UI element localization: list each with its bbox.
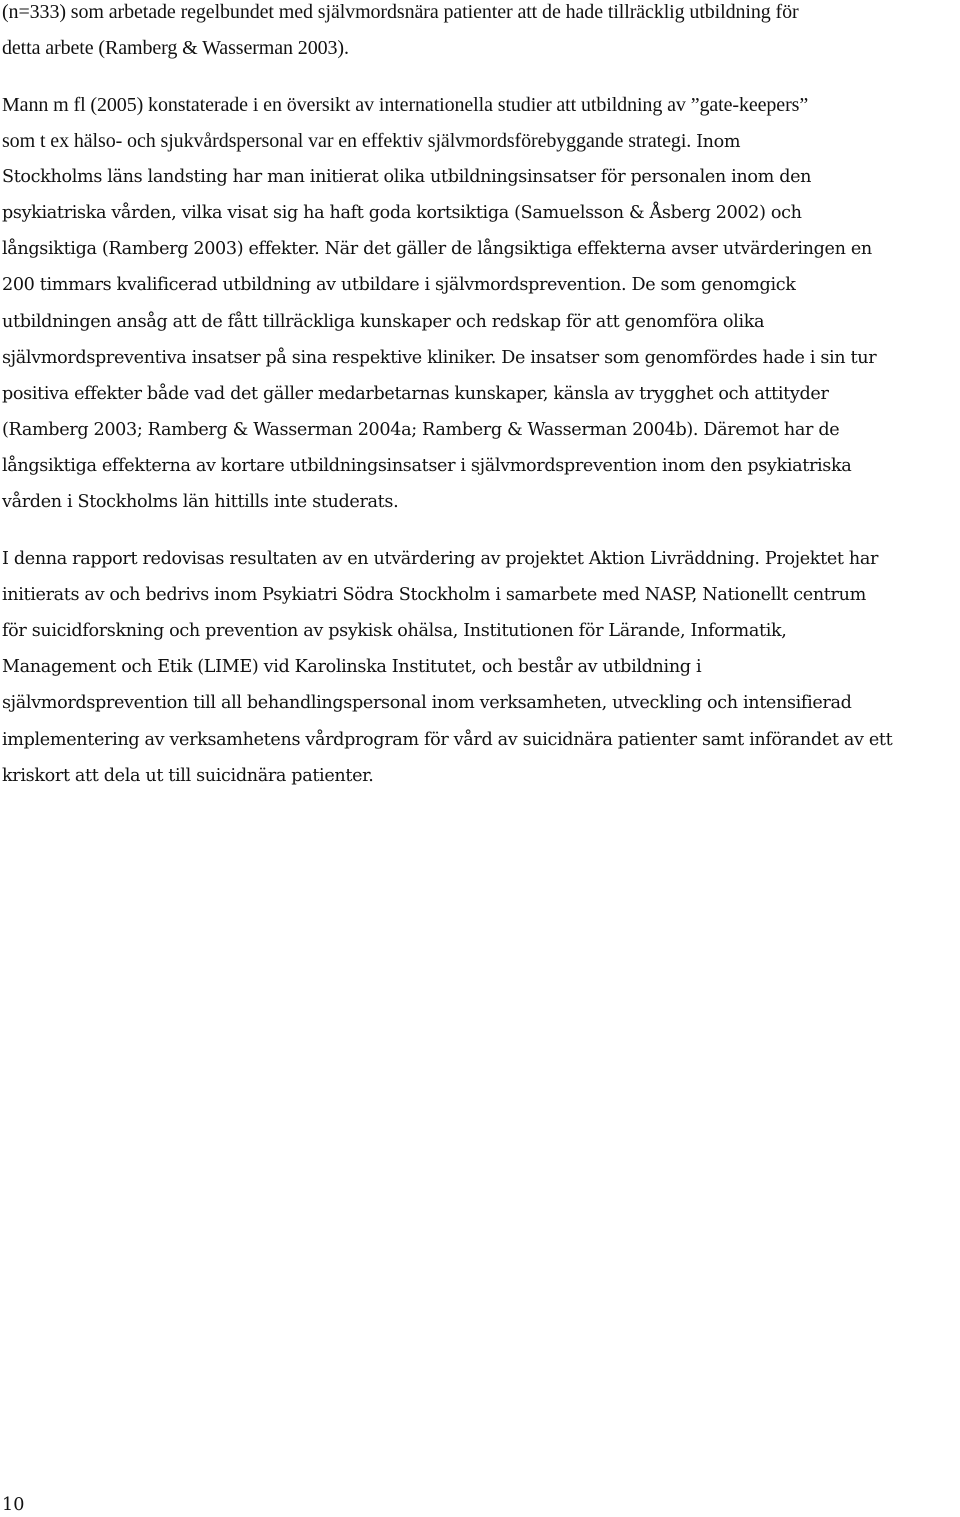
text-line: Stockholms läns landsting har man initierat olika utbildningsinsatser för personalen inom den: [2, 167, 812, 187]
text-line-part: Inom: [696, 132, 741, 152]
text-line: (Ramberg 2003; Ramberg & Wasserman 2004a; Ramberg & Wasserman 2004b). Däremot har de: [2, 420, 840, 440]
text-line: långsiktiga (Ramberg 2003) effekter. När det gäller de långsiktiga effekterna avser utvärderingen en: [2, 239, 872, 259]
text-line: I denna rapport redovisas resultaten av en utvärdering av projektet Aktion Livräddning. Projektet har: [2, 549, 879, 569]
page-number: 10: [2, 1495, 25, 1515]
text-line: utbildningen ansåg att de fått tillräckliga kunskaper och redskap för att genomföra olika: [2, 312, 765, 332]
text-line: långsiktiga effekterna av kortare utbildningsinsatser i självmordsprevention inom den psykiatriska: [2, 456, 852, 476]
text-line: självmordspreventiva insatser på sina respektive kliniker. De insatser som genomfördes hade i sin tur: [2, 348, 877, 368]
text-line: Mann m fl (2005) konstaterade i en översikt av internationella studier att utbildning av ”gate-keepers”: [2, 94, 809, 116]
text-line: (n=333) som arbetade regelbundet med självmordsnära patienter att de hade tillräcklig utbildning för: [2, 1, 799, 23]
text-line: [2, 129, 740, 154]
text-line: 200 timmars kvalificerad utbildning av utbildare i självmordsprevention. De som genomgick: [2, 275, 796, 295]
text-line: Management och Etik (LIME) vid Karolinska Institutet, och består av utbildning i: [2, 657, 702, 677]
text-line: detta arbete (Ramberg & Wasserman 2003).: [2, 37, 349, 59]
text-line: initierats av och bedrivs inom Psykiatri Södra Stockholm i samarbete med NASP, Nationellt centrum: [2, 585, 866, 605]
text-line-part: som t ex hälso- och sjukvårdspersonal var en effektiv självmordsförebyggande strategi.: [2, 130, 697, 152]
text-line: självmordsprevention till all behandlingspersonal inom verksamheten, utveckling och intensifierad: [2, 693, 852, 713]
text-line: implementering av verksamhetens vårdprogram för vård av suicidnära patienter samt införandet av ett: [2, 730, 893, 750]
text-line: vården i Stockholms län hittills inte studerats.: [2, 492, 399, 512]
text-line: positiva effekter både vad det gäller medarbetarnas kunskaper, känsla av trygghet och attityder: [2, 384, 829, 404]
text-line: psykiatriska vården, vilka visat sig ha haft goda kortsiktiga (Samuelsson & Åsberg 2002) och: [2, 203, 802, 223]
text-line: för suicidforskning och prevention av psykisk ohälsa, Institutionen för Lärande, Informatik,: [2, 621, 787, 641]
text-line: kriskort att dela ut till suicidnära patienter.: [2, 766, 374, 786]
